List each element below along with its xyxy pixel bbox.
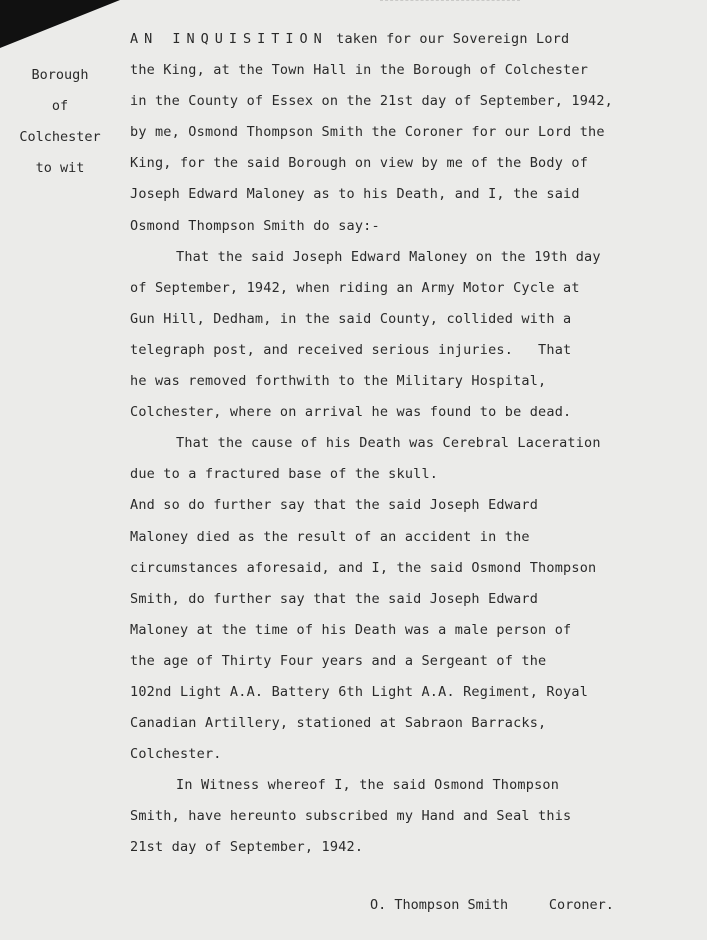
- paper-fold-mark: [380, 0, 520, 4]
- signature-name: O. Thompson Smith: [370, 897, 509, 913]
- text-line: In Witness whereof I, the said Osmond Thompson: [176, 777, 560, 794]
- text-line: That the said Joseph Edward Maloney on the 19th day: [176, 248, 601, 265]
- text-line: 102nd Light A.A. Battery 6th Light A.A. Regiment, Royal: [130, 683, 589, 700]
- text-line: circumstances aforesaid, and I, the said Osmond Thompson: [130, 559, 597, 576]
- text-line: Canadian Artillery, stationed at Sabraon Barracks,: [130, 715, 547, 732]
- margin-line: to wit: [35, 160, 85, 176]
- signature-title: Coroner.: [548, 897, 614, 913]
- text-line: Colchester.: [130, 746, 222, 763]
- inquisition-text: [130, 24, 675, 864]
- signature-line: [370, 897, 614, 913]
- text-line: Smith, do further say that the said Joseph Edward: [130, 590, 539, 607]
- text-line: due to a fractured base of the skull.: [130, 466, 439, 483]
- heading-lead: AN INQUISITION: [130, 31, 328, 47]
- text-line: That the cause of his Death was Cerebral Laceration: [176, 435, 601, 452]
- text-line: Joseph Edward Maloney as to his Death, and I, the said: [130, 186, 580, 203]
- margin-line: Borough: [31, 67, 89, 83]
- text-line: Colchester, where on arrival he was found to be dead.: [130, 404, 572, 421]
- text-line: Maloney died as the result of an accident in the: [130, 528, 530, 545]
- text-line: Smith, have hereunto subscribed my Hand and Seal this: [130, 808, 572, 825]
- text-line: Gun Hill, Dedham, in the said County, collided with a: [130, 310, 572, 327]
- text-line: the King, at the Town Hall in the Borough of Colchester: [130, 62, 589, 79]
- text-line: he was removed forthwith to the Military Hospital,: [130, 373, 547, 390]
- text-line: of September, 1942, when riding an Army Motor Cycle at: [130, 279, 580, 296]
- text-line: Osmond Thompson Smith do say:-: [130, 217, 380, 234]
- margin-line: Colchester: [19, 129, 101, 145]
- text-line: And so do further say that the said Joseph Edward: [130, 497, 539, 514]
- corner-mark: [0, 0, 120, 48]
- text-line: by me, Osmond Thompson Smith the Coroner for our Lord the: [130, 124, 605, 141]
- margin-line: of: [51, 98, 69, 114]
- text-line: telegraph post, and received serious injuries. That: [130, 341, 572, 358]
- heading-rest: taken for our Sovereign Lord: [336, 31, 570, 47]
- text-line: King, for the said Borough on view by me of the Body of: [130, 155, 589, 172]
- text-line: 21st day of September, 1942.: [130, 839, 364, 856]
- margin-jurisdiction: [0, 60, 120, 184]
- text-line: in the County of Essex on the 21st day of September, 1942,: [130, 93, 614, 110]
- text-line: the age of Thirty Four years and a Sergeant of the: [130, 652, 547, 669]
- text-line: Maloney at the time of his Death was a male person of: [130, 621, 572, 638]
- heading-line: [130, 24, 675, 55]
